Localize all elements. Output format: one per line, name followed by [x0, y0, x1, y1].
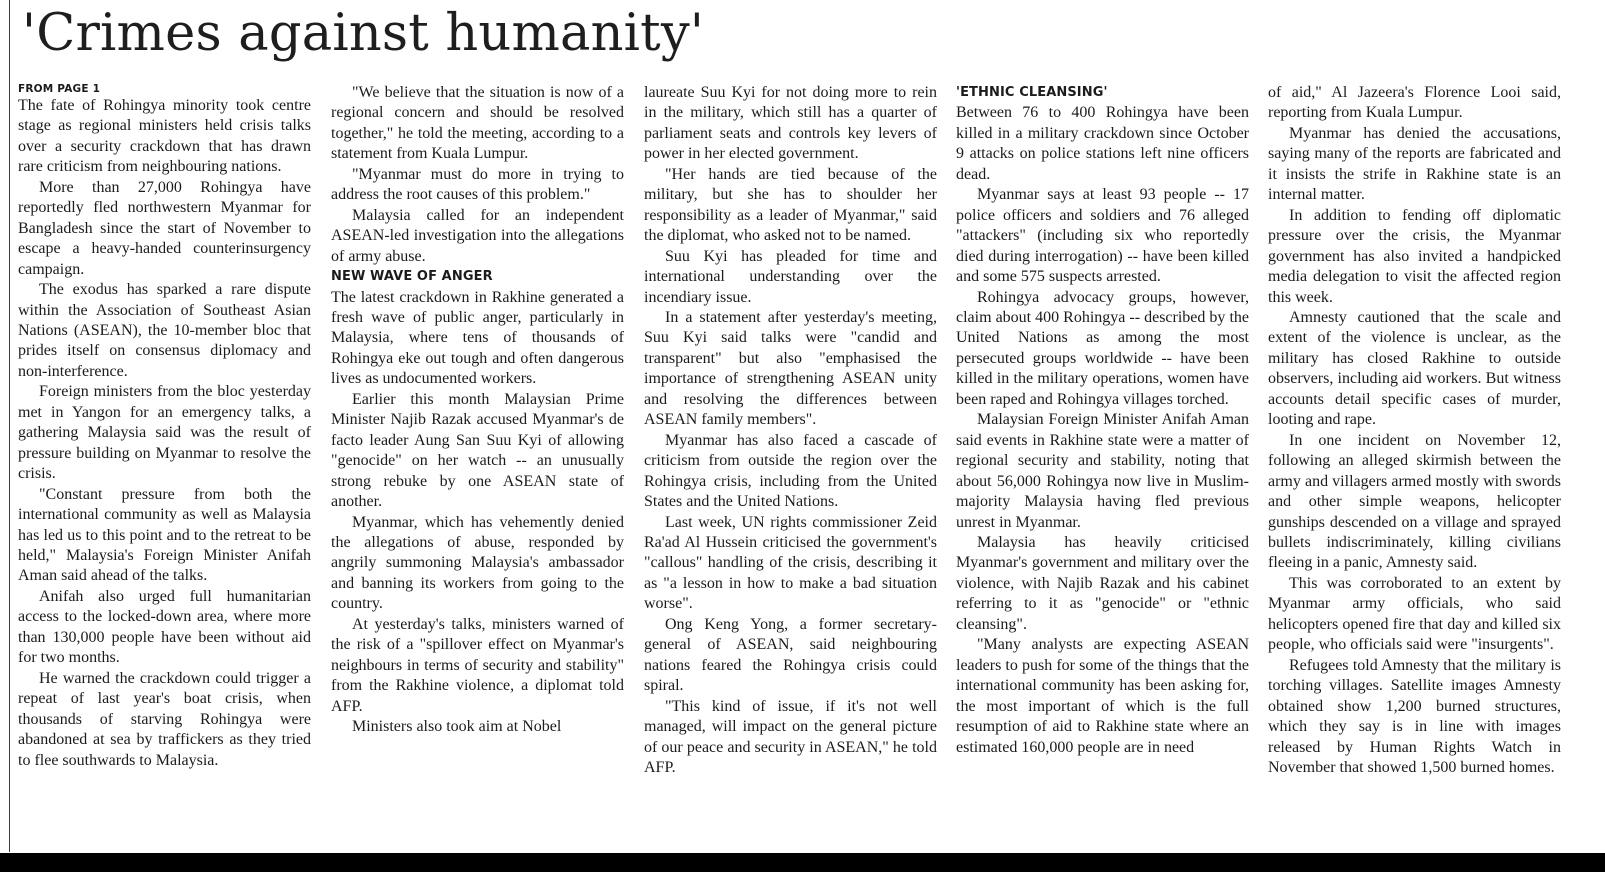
article-paragraph: of aid," Al Jazeera's Florence Looi said, reporting from Kuala Lumpur. — [1268, 84, 1561, 122]
article-paragraph: Ministers also took aim at Nobel — [352, 718, 562, 736]
article-paragraph: The latest crackdown in Rakhine generated a fresh wave of public anger, particularly in Malaysia, where tens of thousands of Rohingya eke out tough and often dangerous lives as undocumented workers. — [331, 288, 624, 388]
article-paragraph: "We believe that the situation is now of a regional concern and should be resolved together," he told the meeting, according to a statement from Kuala Lumpur. — [331, 84, 624, 163]
article-paragraph: More than 27,000 Rohingya have reportedly fled northwestern Myanmar for Bangladesh since the start of November to escape a heavy-handed counterinsurgency campaign. — [18, 178, 311, 278]
article-paragraph: Between 76 to 400 Rohingya have been killed in a military crackdown since October 9 attacks on police stations left nine officers dead. — [956, 104, 1249, 183]
article-paragraph: "Myanmar must do more in trying to address the root causes of this problem." — [331, 165, 624, 204]
article-paragraph: Myanmar has also faced a cascade of criticism from outside the region over the Rohingya crisis, including from the United States and the United Nations. — [644, 431, 937, 511]
article-paragraph: Myanmar, which has vehemently denied the allegations of abuse, responded by angrily summoning Malaysia's ambassador and banning its workers from going to the country. — [331, 513, 624, 613]
article-paragraph: Refugees told Amnesty that the military is torching villages. Satellite images Amnesty obtained show 1,200 burned structures, which they say is in line with images released by Human Rights Watch in November that showed 1,500 burned homes. — [1268, 656, 1561, 776]
article-column-2 — [331, 83, 624, 738]
section-subhead: NEW WAVE OF ANGER — [331, 269, 493, 285]
article-paragraph: Last week, UN rights commissioner Zeid Ra'ad Al Hussein criticised the government's "callous" handling of the crisis, describing it as "a lesson in how to make a bad situation worse". — [644, 513, 937, 613]
article-paragraph: In one incident on November 12, following an alleged skirmish between the army and villagers armed mostly with swords and other simple weapons, helicopter gunships descended on a village and sprayed bullets indiscriminately, killing civilians fleeing in a panic, Amnesty said. — [1268, 431, 1561, 572]
article-paragraph: This was corroborated to an extent by Myanmar army officials, who said helicopters opened fire that day and killed six people, who officials said were "insurgents". — [1268, 574, 1561, 654]
article-paragraph: Myanmar has denied the accusations, saying many of the reports are fabricated and it insists the strife in Rakhine state is an internal matter. — [1268, 124, 1561, 204]
article-paragraph: "Many analysts are expecting ASEAN leaders to push for some of the things that the international community has been asking for, the most important of which is the full resumption of aid to Rakhine state where an estimated 160,000 people are in need — [956, 636, 1249, 756]
article-paragraph: Earlier this month Malaysian Prime Minister Najib Razak accused Myanmar's de facto leader Aung San Suu Kyi of allowing "genocide" on her watch -- an unusually strong rebuke by one ASEAN state of another. — [331, 390, 624, 511]
article-paragraph: "Constant pressure from both the international community as well as Malaysia has led us to this point and to the retreat to be held," Malaysia's Foreign Minister Anifah Aman said ahead of the talks. — [18, 485, 311, 585]
article-paragraph: "This kind of issue, if it's not well managed, will impact on the general picture of our peace and security in ASEAN," he told AFP. — [644, 697, 937, 776]
article-paragraph: The fate of Rohingya minority took centre stage as regional ministers held crisis talks over a security crackdown that has drawn rare criticism from neighbouring nations. — [18, 97, 311, 176]
article-paragraph: Malaysian Foreign Minister Anifah Aman said events in Rakhine state were a matter of regional security and stability, noting that about 56,000 Rohingya now live in Muslim-majority Malaysia having fled previous unrest in Myanmar. — [956, 411, 1249, 531]
article-paragraph: In a statement after yesterday's meeting, Suu Kyi said talks were "candid and transparent" but also "emphasised the importance of strengthening ASEAN unity and resolving the differences between ASEAN family members". — [644, 308, 937, 429]
article-paragraph: In addition to fending off diplomatic pressure over the crisis, the Myanmar government has also invited a handpicked media delegation to visit the affected region this week. — [1268, 206, 1561, 306]
article-paragraph: Rohingya advocacy groups, however, claim about 400 Rohingya -- described by the United Nations as among the most persecuted groups worldwide -- have been killed in the military operations, women have been raped and Rohingya villages torched. — [956, 288, 1249, 408]
article-paragraph: Suu Kyi has pleaded for time and international understanding over the incendiary issue. — [644, 247, 937, 306]
headline: 'Crimes against humanity' — [22, 4, 705, 63]
article-paragraph: Amnesty cautioned that the scale and extent of the violence is unclear, as the military has closed Rakhine to outside observers, including aid workers. But witness accounts detail specific cases of murder, looting and rape. — [1268, 308, 1561, 429]
article-column-1 — [18, 83, 311, 771]
article-paragraph: Myanmar says at least 93 people -- 17 police officers and soldiers and 76 alleged "attackers" (including six who reportedly died during interrogation) -- have been killed and some 575 suspects arrested. — [956, 186, 1249, 286]
from-page-kicker: FROM PAGE 1 — [18, 83, 101, 95]
article-paragraph: "Her hands are tied because of the military, but she has to shoulder her responsibility as a leader of Myanmar," said the diplomat, who asked not to be named. — [644, 165, 937, 245]
article-column-4 — [956, 83, 1249, 758]
article-paragraph: Anifah also urged full humanitarian access to the locked-down area, where more than 130,000 people have been without aid for two months. — [18, 587, 311, 667]
article-paragraph: Foreign ministers from the bloc yesterday met in Yangon for an emergency talks, a gathering Malaysia said was the result of pressure building on Myanmar to resolve the crisis. — [18, 383, 311, 483]
article-paragraph: Malaysia called for an independent ASEAN-led investigation into the allegations of army abuse. — [331, 206, 624, 265]
article-paragraph: At yesterday's talks, ministers warned of the risk of a "spillover effect on Myanmar's neighbours in terms of security and stability" from the Rakhine violence, a diplomat told AFP. — [331, 615, 624, 715]
article-paragraph: The exodus has sparked a rare dispute within the Association of Southeast Asian Nations (ASEAN), the 10-member bloc that prides itself on consensus diplomacy and non-interference. — [18, 281, 311, 380]
article-paragraph: laureate Suu Kyi for not doing more to rein in the military, which still has a quarter of parliament seats and controls key levers of power in her elected government. — [644, 84, 937, 163]
bottom-black-bar — [0, 853, 1605, 872]
section-subhead: 'ETHNIC CLEANSING' — [956, 85, 1108, 100]
article-paragraph: Ong Keng Yong, a former secretary-general of ASEAN, said neighbouring nations feared the Rohingya crisis could spiral. — [644, 615, 937, 695]
article-column-5 — [1268, 83, 1561, 778]
article-paragraph: He warned the crackdown could trigger a repeat of last year's boat crisis, when thousands of starving Rohingya were abandoned at sea by traffickers as they tried to flee southwards to Malaysia. — [18, 669, 311, 769]
article-paragraph: Malaysia has heavily criticised Myanmar's government and military over the violence, with Najib Razak and his cabinet referring to it as "genocide" or "ethnic cleansing". — [956, 533, 1249, 633]
left-column-rule — [9, 0, 10, 852]
article-column-3 — [644, 83, 937, 778]
article-columns — [18, 83, 1563, 851]
